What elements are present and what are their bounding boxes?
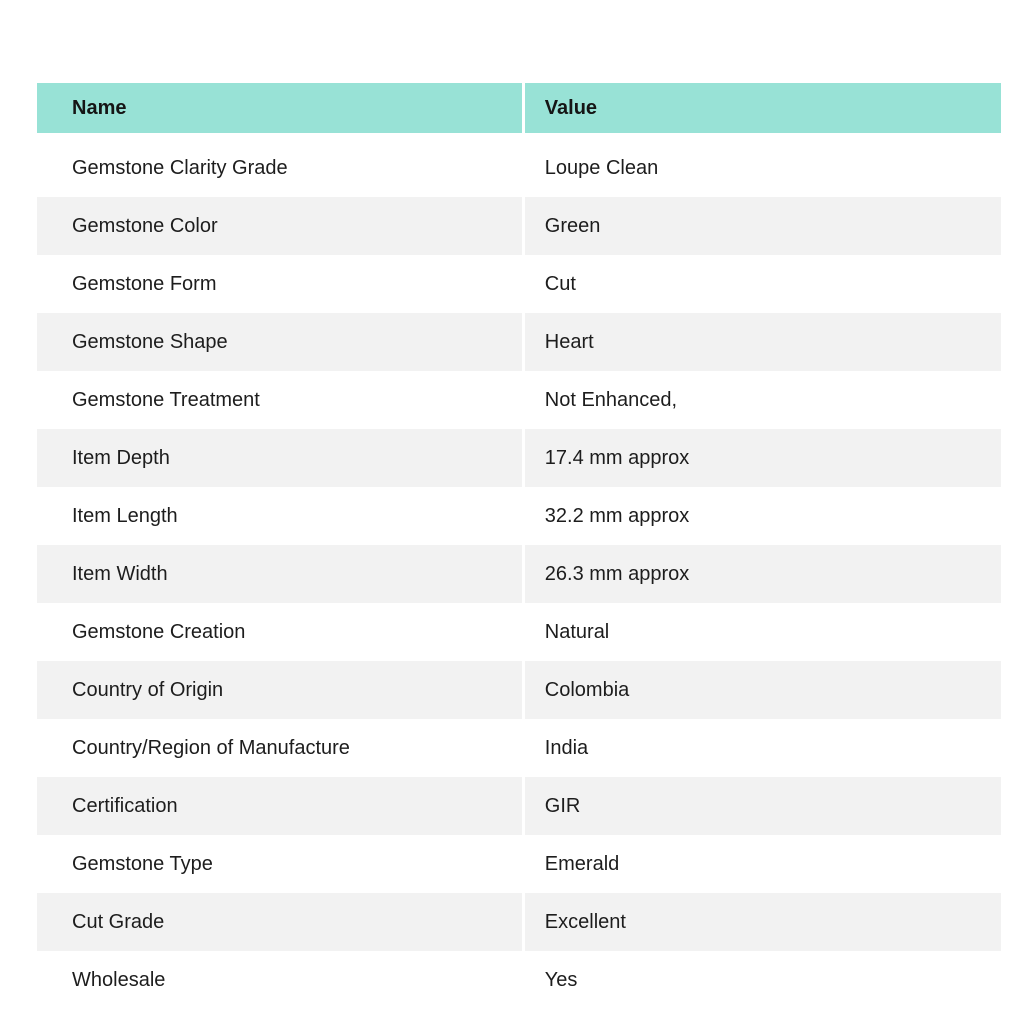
spec-name-cell: Item Length <box>37 487 525 545</box>
spec-name-cell: Cut Grade <box>37 893 525 951</box>
spec-name-cell: Gemstone Creation <box>37 603 525 661</box>
spec-name-cell: Item Width <box>37 545 525 603</box>
table-row <box>37 951 1001 1009</box>
spec-name-cell: Gemstone Color <box>37 197 525 255</box>
spec-name-cell: Gemstone Clarity Grade <box>37 139 525 197</box>
table-row <box>37 719 1001 777</box>
spec-name-cell: Wholesale <box>37 951 525 1009</box>
table-row <box>37 255 1001 313</box>
spec-name-cell: Country/Region of Manufacture <box>37 719 525 777</box>
spec-value-cell: Cut <box>544 272 576 295</box>
spec-value-cell: Yes <box>544 968 578 991</box>
spec-name-cell: Country of Origin <box>37 661 525 719</box>
table-row <box>37 835 1001 893</box>
table-row <box>37 777 1001 835</box>
spec-value-cell: GIR <box>525 777 1001 835</box>
table-row <box>37 661 1001 719</box>
spec-value-cell: Natural <box>544 620 610 643</box>
table-row <box>37 371 1001 429</box>
spec-name-cell: Certification <box>37 777 525 835</box>
table-row <box>37 487 1001 545</box>
table-row <box>37 429 1001 487</box>
spec-value-cell: Loupe Clean <box>544 156 659 179</box>
table-row <box>37 545 1001 603</box>
table-row <box>37 139 1001 197</box>
spec-name-cell: Item Depth <box>37 429 525 487</box>
spec-value-cell: 17.4 mm approx <box>525 429 1001 487</box>
table-row <box>37 603 1001 661</box>
table-row <box>37 197 1001 255</box>
spec-value-cell: Green <box>525 197 1001 255</box>
spec-name-cell: Gemstone Type <box>37 835 525 893</box>
spec-value-cell: 26.3 mm approx <box>525 545 1001 603</box>
table-header-row <box>37 83 1001 133</box>
spec-value-cell: Emerald <box>544 852 620 875</box>
spec-value-cell: Heart <box>525 313 1001 371</box>
column-header-name: Name <box>37 83 525 133</box>
table-body <box>37 139 1001 1009</box>
spec-value-cell: 32.2 mm approx <box>544 504 690 527</box>
spec-name-cell: Gemstone Shape <box>37 313 525 371</box>
spec-value-cell: Not Enhanced, <box>544 388 678 411</box>
spec-value-cell: Colombia <box>525 661 1001 719</box>
table-row <box>37 893 1001 951</box>
column-header-value: Value <box>525 83 1001 133</box>
table-row <box>37 313 1001 371</box>
spec-name-cell: Gemstone Form <box>37 255 525 313</box>
spec-value-cell: India <box>544 736 589 759</box>
spec-name-cell: Gemstone Treatment <box>37 371 525 429</box>
spec-value-cell: Excellent <box>525 893 1001 951</box>
item-specifics-table <box>37 83 1001 1009</box>
